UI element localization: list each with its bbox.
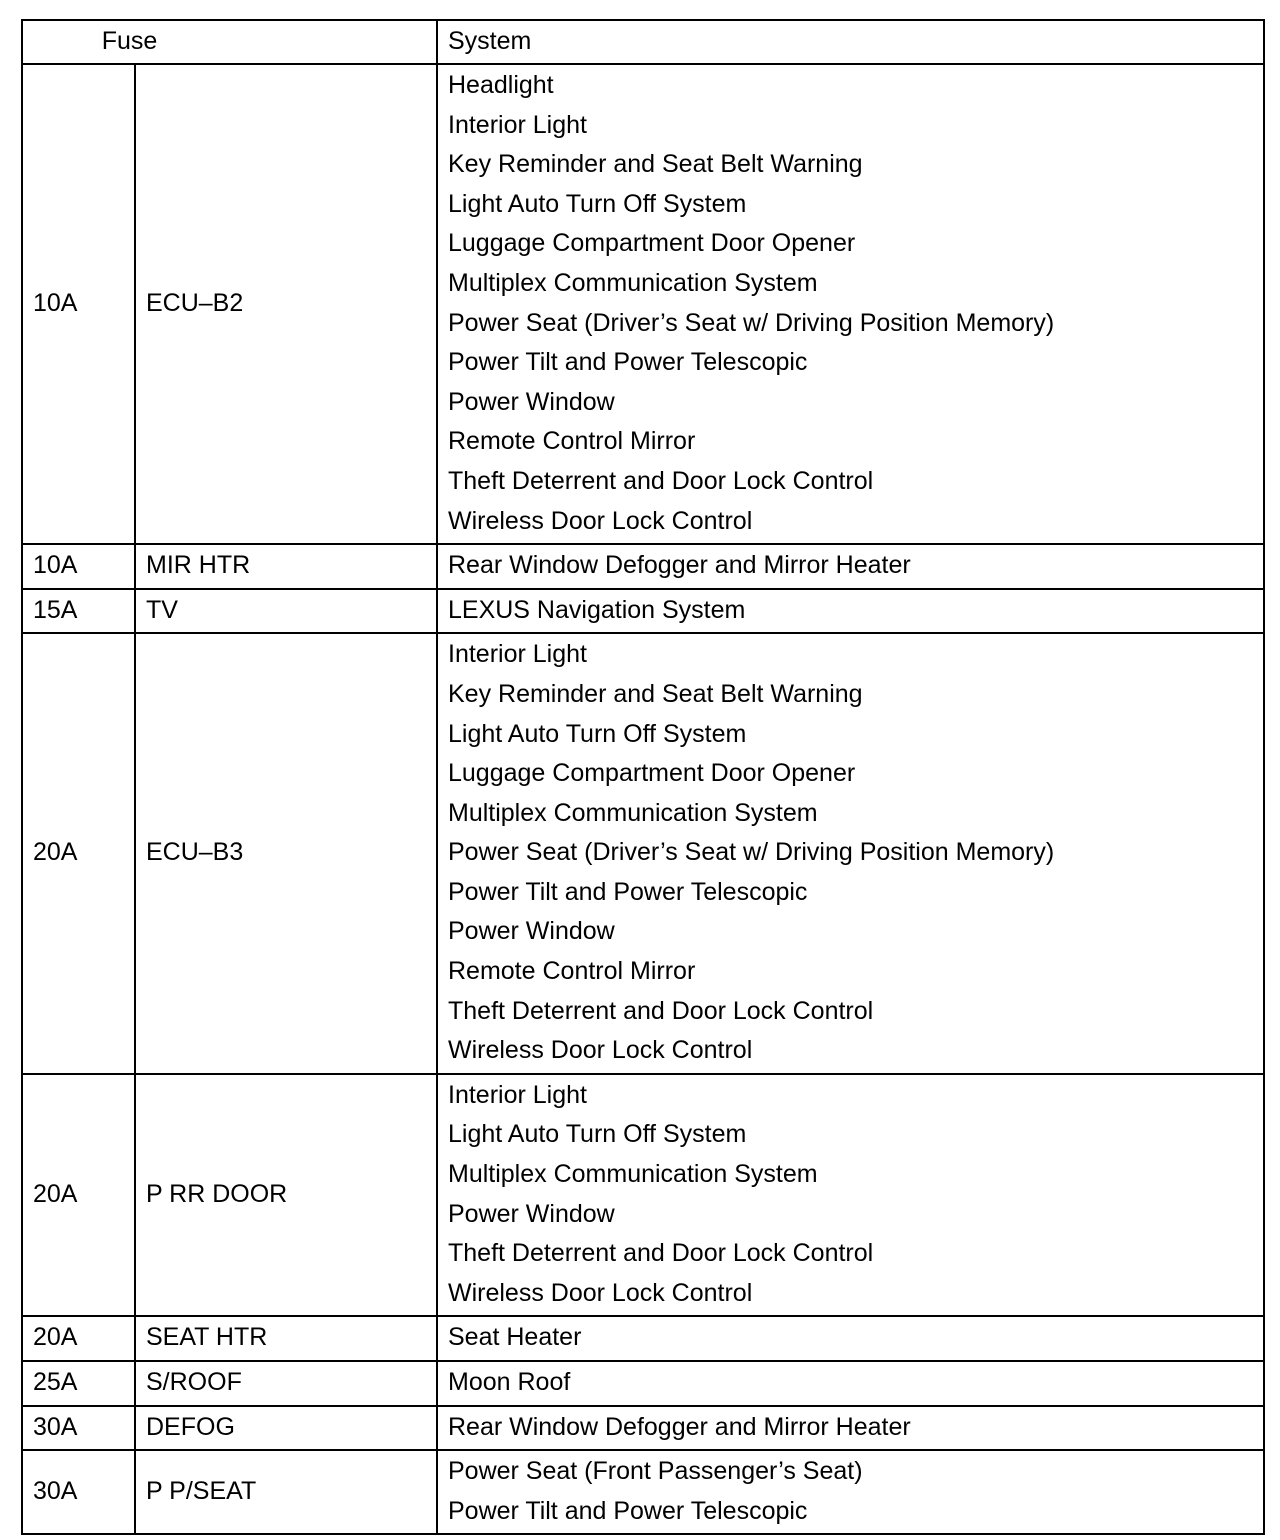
system-item: Power Seat (Front Passenger’s Seat)	[448, 1457, 863, 1486]
system-item: Power Tilt and Power Telescopic	[448, 1496, 808, 1525]
table-header-row	[22, 20, 1264, 64]
system-list	[437, 544, 1264, 589]
fuse-name: P P/SEAT	[135, 1450, 437, 1534]
fuse-amperage: 20A	[22, 1316, 135, 1361]
table-row	[22, 1361, 1264, 1406]
fuse-name: DEFOG	[135, 1406, 437, 1451]
fuse-amperage: 25A	[22, 1361, 135, 1406]
system-item: Multiplex Communication System	[448, 798, 818, 827]
system-item: Theft Deterrent and Door Lock Control	[448, 466, 874, 495]
system-item: Power Window	[448, 917, 615, 946]
fuse-amperage: 20A	[22, 1074, 135, 1317]
system-item: Power Window	[448, 1199, 615, 1228]
system-item: Interior Light	[448, 110, 587, 139]
system-item: Key Reminder and Seat Belt Warning	[448, 150, 863, 179]
fuse-name: P RR DOOR	[135, 1074, 437, 1317]
system-item: Wireless Door Lock Control	[448, 1278, 753, 1307]
system-item: Rear Window Defogger and Mirror Heater	[448, 1412, 911, 1441]
table-row	[22, 1074, 1264, 1317]
fuse-amperage: 15A	[22, 589, 135, 634]
fuse-column-header: Fuse	[22, 20, 437, 64]
system-item: Multiplex Communication System	[448, 268, 818, 297]
fuse-name: SEAT HTR	[135, 1316, 437, 1361]
system-list	[437, 1316, 1264, 1361]
system-item: Moon Roof	[448, 1368, 571, 1396]
system-item: Interior Light	[448, 640, 587, 669]
fuse-name: TV	[135, 589, 437, 634]
fuse-amperage: 30A	[22, 1450, 135, 1534]
table-body	[22, 64, 1264, 1534]
system-item: Luggage Compartment Door Opener	[448, 759, 856, 788]
system-list	[437, 633, 1264, 1074]
system-item: Light Auto Turn Off System	[448, 189, 747, 218]
system-item: Power Tilt and Power Telescopic	[448, 877, 808, 906]
system-item: Light Auto Turn Off System	[448, 1120, 747, 1149]
fuse-amperage: 10A	[22, 544, 135, 589]
system-list	[437, 1361, 1264, 1406]
system-item: Wireless Door Lock Control	[448, 1036, 753, 1065]
table-row	[22, 1316, 1264, 1361]
fuse-table	[21, 19, 1265, 1535]
system-item: Power Seat (Driver’s Seat w/ Driving Position Memory)	[448, 838, 1055, 867]
system-item: LEXUS Navigation System	[448, 595, 746, 624]
system-item: Rear Window Defogger and Mirror Heater	[448, 551, 911, 580]
fuse-name: S/ROOF	[135, 1361, 437, 1406]
fuse-name: ECU–B3	[135, 633, 437, 1074]
system-item: Power Tilt and Power Telescopic	[448, 348, 808, 377]
system-list	[437, 1074, 1264, 1317]
fuse-amperage: 20A	[22, 633, 135, 1074]
table-row	[22, 633, 1264, 1074]
system-list	[437, 1406, 1264, 1451]
fuse-name: ECU–B2	[135, 64, 437, 544]
table-row	[22, 64, 1264, 544]
fuse-amperage: 30A	[22, 1406, 135, 1451]
system-list	[437, 64, 1264, 544]
table-row	[22, 1406, 1264, 1451]
system-list	[437, 1450, 1264, 1534]
system-item: Power Seat (Driver’s Seat w/ Driving Position Memory)	[448, 308, 1055, 337]
system-item: Remote Control Mirror	[448, 957, 696, 986]
system-item: Light Auto Turn Off System	[448, 719, 747, 748]
system-item: Theft Deterrent and Door Lock Control	[448, 1239, 874, 1268]
system-item: Key Reminder and Seat Belt Warning	[448, 679, 863, 708]
system-item: Headlight	[448, 71, 554, 99]
table-row	[22, 1450, 1264, 1534]
system-column-header: System	[437, 20, 1264, 64]
system-item: Remote Control Mirror	[448, 427, 696, 456]
system-item: Seat Heater	[448, 1323, 582, 1352]
fuse-amperage: 10A	[22, 64, 135, 544]
system-item: Wireless Door Lock Control	[448, 506, 753, 535]
system-item: Luggage Compartment Door Opener	[448, 229, 856, 258]
system-list	[437, 589, 1264, 634]
system-item: Power Window	[448, 387, 615, 416]
fuse-name: MIR HTR	[135, 544, 437, 589]
system-item: Interior Light	[448, 1080, 587, 1109]
table-row	[22, 589, 1264, 634]
table-row	[22, 544, 1264, 589]
system-item: Multiplex Communication System	[448, 1160, 818, 1189]
system-item: Theft Deterrent and Door Lock Control	[448, 996, 874, 1025]
